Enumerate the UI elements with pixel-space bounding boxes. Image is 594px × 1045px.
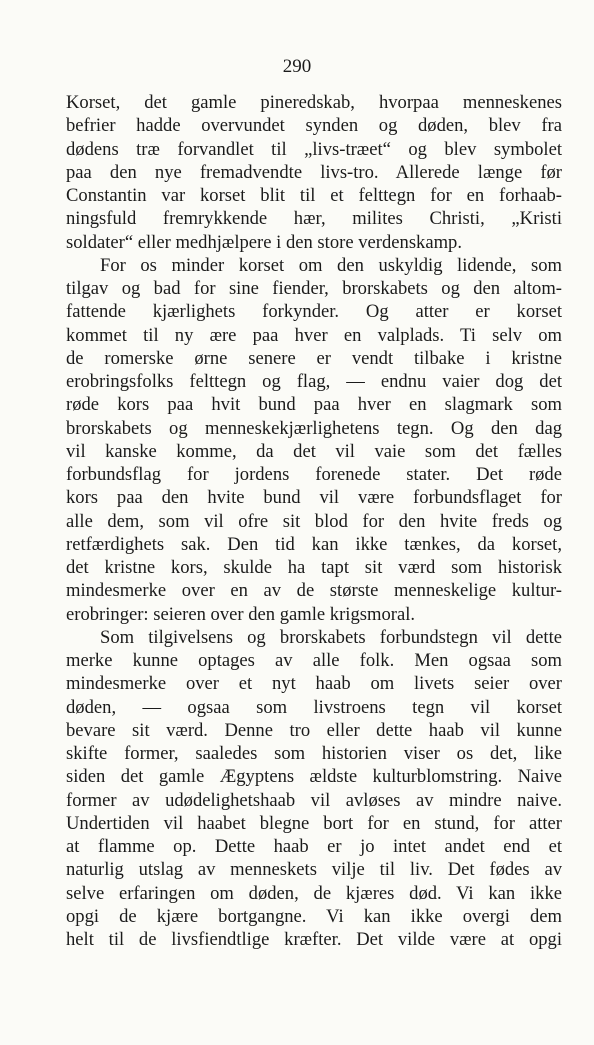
text-line: mindesmerke over en av de største menneskelige kultur- — [66, 580, 562, 602]
text-line: kommet til ny ære paa hver en valplads. Ti selv om — [66, 324, 562, 346]
text-line: at flamme op. Dette haab er jo intet andet end et — [66, 836, 562, 857]
text-line: Som tilgivelsens og brorskabets forbundstegn vil dette — [100, 626, 562, 648]
text-line: ningsfuld fremrykkende hær, milites Christi, „Kristi — [66, 208, 562, 230]
text-line: døden, — ogsaa som livstroens tegn vil korset — [66, 696, 562, 718]
text-line: befrier hadde overvundet synden og døden, blev fra — [66, 115, 562, 137]
text-line: mindesmerke over et nyt haab om livets seier over — [66, 673, 562, 695]
text-line: retfærdighets sak. Den tid kan ikke tænkes, da korset, — [66, 533, 562, 555]
text-line: selve erfaringen om døden, de kjæres død. Vi kan ikke — [66, 882, 562, 904]
text-line: paa den nye fremadvendte livs-tro. Allerede længe før — [66, 161, 562, 183]
text-line: bevare sit værd. Denne tro eller dette haab vil kunne — [66, 719, 562, 741]
text-line: kors paa den hvite bund vil være forbundsflaget for — [66, 487, 562, 509]
text-line: naturlig utslag av menneskets vilje til liv. Det fødes av — [66, 859, 562, 881]
text-line: opgi de kjære bortgangne. Vi kan ikke overgi dem — [66, 905, 562, 927]
page-number: 290 — [282, 56, 312, 77]
text-line: helt til de livsfiendtlige kræfter. Det vilde være at opgi — [66, 929, 562, 950]
text-line: merke kunne optages av alle folk. Men ogsaa som — [66, 650, 562, 671]
text-line: erobringsfolks felttegn og flag, — endnu vaier dog det — [66, 371, 562, 392]
text-line: tilgav og bad for sine fiender, brorskabets og den altom- — [66, 278, 562, 299]
text-line: alle dem, som vil ofre sit blod for den hvite freds og — [66, 510, 562, 532]
text-line: fattende kjærlighets forkynder. Og atter er korset — [66, 301, 562, 323]
text-line: siden det gamle Ægyptens ældste kulturblomstring. Naive — [66, 766, 562, 788]
text-line: røde kors paa hvit bund paa hver en slagmark som — [66, 394, 562, 416]
body-text — [66, 91, 562, 951]
text-line: skifte former, saaledes som historien viser os det, like — [66, 743, 562, 764]
text-line: forbundsflag for jordens forenede stater. Det røde — [66, 464, 562, 485]
text-line: Undertiden vil haabet blegne bort for en stund, for atter — [66, 812, 562, 834]
text-line: brorskabets og menneskekjærlighetens tegn. Og den dag — [66, 417, 562, 439]
text-line: vil kanske komme, da det vil vaie som det fælles — [66, 440, 562, 462]
text-line: det kristne kors, skulde ha tapt sit værd som historisk — [66, 557, 562, 578]
text-line: former av udødelighetshaab vil avløses av mindre naive. — [66, 789, 562, 811]
text-line: Constantin var korset blit til et felttegn for en forhaab- — [66, 185, 562, 206]
text-line: For os minder korset om den uskyldig lidende, som — [100, 254, 562, 276]
text-line: dødens træ forvandlet til „livs-træet“ og blev symbolet — [66, 138, 562, 160]
text-line: erobringer: seieren over den gamle krigsmoral. — [66, 603, 416, 625]
text-line: de romerske ørne senere er vendt tilbake i kristne — [66, 347, 562, 369]
text-line: Korset, det gamle pineredskab, hvorpaa menneskenes — [66, 92, 562, 113]
text-line: soldater“ eller medhjælpere i den store verdenskamp. — [66, 231, 463, 253]
